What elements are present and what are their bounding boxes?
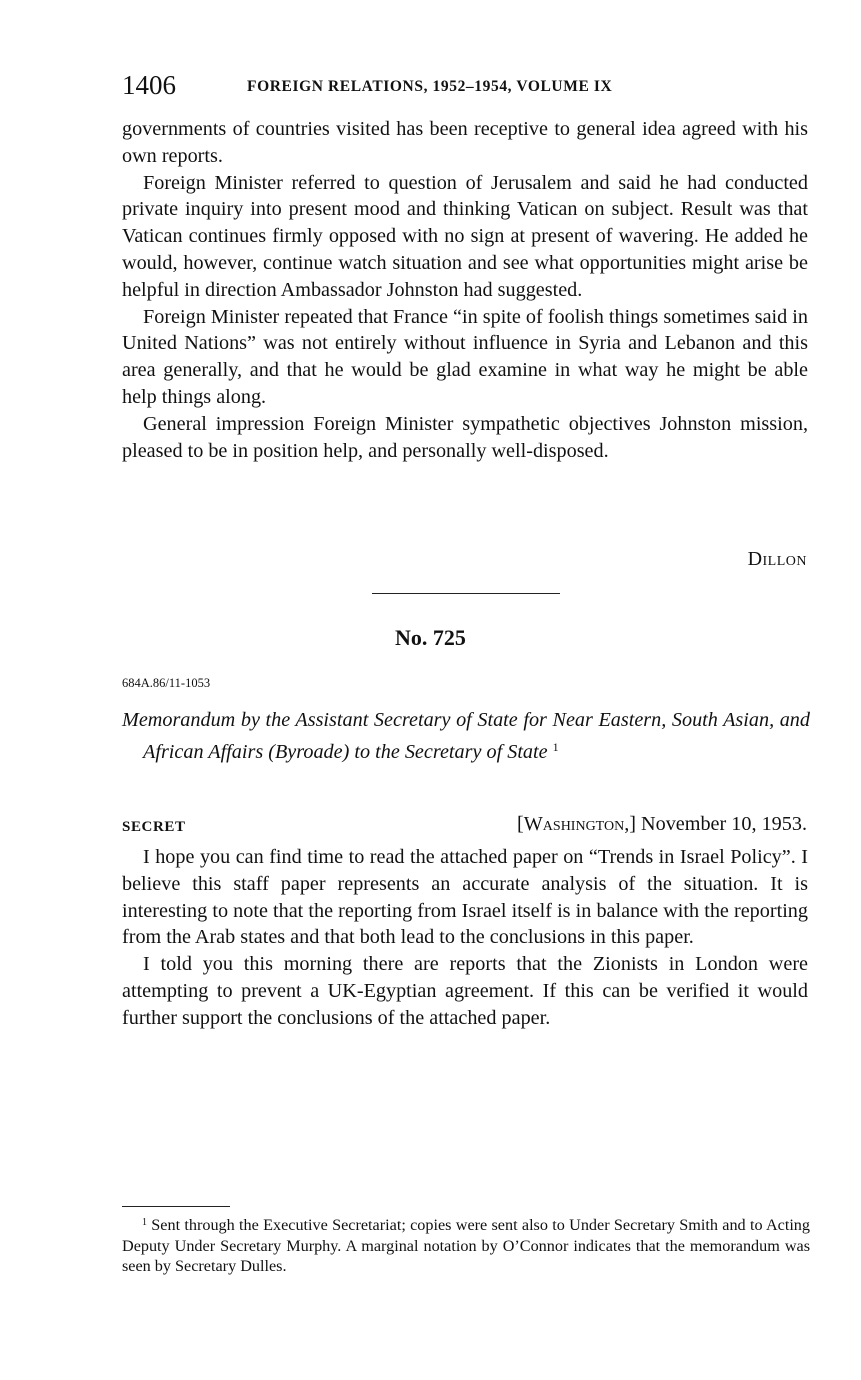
file-reference: 684A.86/11-1053 xyxy=(122,676,211,690)
footnote xyxy=(122,1213,810,1277)
top-section-text xyxy=(122,116,808,464)
page-number: 1406 xyxy=(122,70,176,100)
paragraph: I told you this morning there are reports that the Zionists in London were attempting to prevent a UK-Egyptian agreement. If this can be verified it would further support the conclusions of the attached paper. xyxy=(122,953,808,1029)
memo-body xyxy=(122,844,808,1032)
place-date-line xyxy=(517,813,807,836)
paragraph: General impression Foreign Minister sympathetic objectives Johnston mission, pleased to be in position help, and personally well-disposed. xyxy=(122,412,808,462)
signature: Dillon xyxy=(747,548,807,570)
paragraph-continued: governments of countries visited has been receptive to general idea agreed with his own reports. xyxy=(122,118,808,167)
document-title-text: Memorandum by the Assistant Secretary of State for Near Eastern, South Asian, and African Affairs (Byroade) to the Secretary of State xyxy=(122,709,810,763)
footnote-divider xyxy=(122,1206,230,1207)
paragraph: I hope you can find time to read the attached paper on “Trends in Israel Policy”. I believe this staff paper represents an accurate analysis of the situation. It is interesting to note that the reporting from Israel itself is in balance with the reporting from the Arab states and that both lead to the conclusions in this paper. xyxy=(122,846,808,949)
paragraph: Foreign Minister repeated that France “in spite of foolish things sometimes said in United Nations” was not entirely without influence in Syria and Lebanon and this area generally, and that he would be glad examine in what way he might be able help things along. xyxy=(122,305,808,408)
footnote-marker: 1 xyxy=(552,740,559,754)
classification: SECRET xyxy=(122,819,186,835)
document-number: No. 725 xyxy=(395,625,466,650)
date: November 10, 1953. xyxy=(641,813,807,835)
footnote-number: 1 xyxy=(142,1217,147,1228)
section-divider xyxy=(372,593,560,594)
paragraph: Foreign Minister referred to question of Jerusalem and said he had conducted private inquiry into present mood and thinking Vatican on subject. Result was that Vatican continues firmly opposed with no sign at present of wavering. He added he would, however, continue watch situation and see what opportunities might arise be helpful in direction Ambassador Johnston had suggested. xyxy=(122,171,808,301)
place: [Washington,] xyxy=(517,813,636,835)
running-title: FOREIGN RELATIONS, 1952–1954, VOLUME IX xyxy=(247,78,613,95)
document-title xyxy=(122,707,810,766)
footnote-text: Sent through the Executive Secretariat; copies were sent also to Under Secretary Smith and to Acting Deputy Under Secretary Murphy. A marginal notation by O’Connor indicates that the memorandum was seen by Secretary Dulles. xyxy=(122,1216,810,1275)
